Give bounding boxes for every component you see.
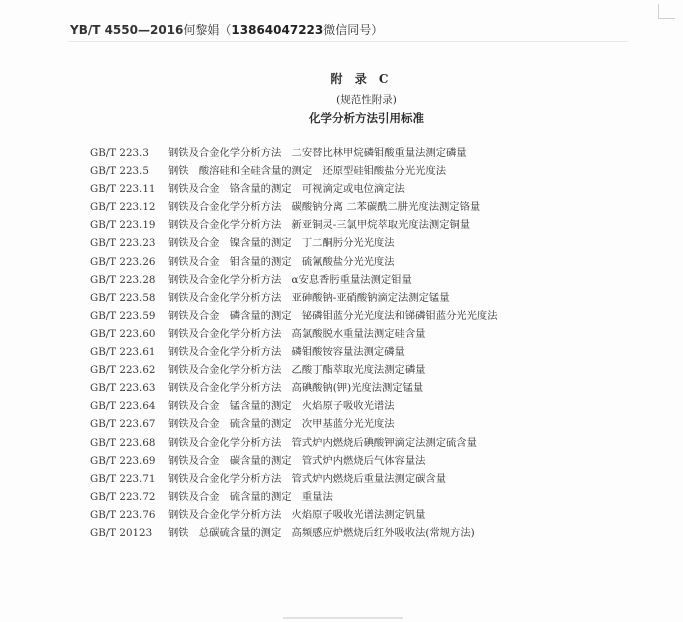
reference-title: 钢铁及合金 铬含量的测定 可视滴定或电位滴定法 [168,183,405,196]
page-corner-mark [658,4,675,19]
reference-title: 钢铁及合金 镍含量的测定 丁二酮肟分光光度法 [168,237,395,250]
reference-code: GB/T 223.12 [90,201,156,214]
reference-title: 钢铁及合金化学分析方法 管式炉内燃烧后碘酸钾滴定法测定硫含量 [168,436,477,449]
page-header [70,21,383,38]
reference-title: 钢铁及合金化学分析方法 二安替比林甲烷磷钼酸重量法测定磷量 [168,147,467,159]
appendix-title: 附 录 C [330,72,393,86]
reference-code: GB/T 223.68 [90,436,156,449]
reference-code: GB/T 223.63 [90,382,156,395]
reference-title: 钢铁 酸溶硅和全硅含量的测定 还原型硅钼酸盐分光光度法 [168,165,447,178]
reference-item [90,144,498,162]
reference-code: GB/T 223.71 [90,472,156,485]
reference-title: 钢铁及合金化学分析方法 亚砷酸钠-亚硝酸钠滴定法测定锰量 [168,291,450,304]
reference-code: GB/T 223.62 [90,364,156,377]
reference-item [90,162,498,180]
contact-phone: 13864047223 [231,23,324,37]
reference-title: 钢铁及合金化学分析方法 乙酸丁酯萃取光度法测定磷量 [168,364,426,377]
reference-item [90,253,498,271]
reference-item [90,325,498,343]
reference-code: GB/T 223.59 [90,309,156,322]
reference-title: 钢铁及合金 磷含量的测定 铋磷钼蓝分光光度法和锑磷钼蓝分光光度法 [168,309,498,322]
reference-item [90,180,498,198]
reference-code: GB/T 223.11 [90,183,156,196]
standard-number: YB/T 4550—2016 [70,23,184,37]
reference-code: GB/T 223.3 [90,147,149,159]
reference-code: GB/T 223.60 [90,327,156,340]
reference-item [90,343,498,361]
header-note-suffix: 微信同号） [323,23,384,37]
reference-item [90,415,498,433]
reference-code: GB/T 20123 [90,526,153,539]
reference-code: GB/T 223.23 [90,237,156,250]
reference-code: GB/T 223.26 [90,255,156,268]
reference-title: 钢铁及合金化学分析方法 磷钼酸铵容量法测定磷量 [168,346,405,359]
reference-item [90,271,498,289]
reference-title: 钢铁及合金化学分析方法 火焰原子吸收光谱法测定钒量 [168,508,426,521]
reference-title: 钢铁及合金化学分析方法 α安息香肟重量法测定钼量 [168,273,412,286]
reference-item [90,361,498,379]
reference-title: 钢铁及合金化学分析方法 管式炉内燃烧后重量法测定碳含量 [168,472,447,485]
reference-item [90,506,498,524]
reference-list [90,144,498,542]
reference-code: GB/T 223.67 [90,418,156,431]
reference-title: 钢铁及合金 碳含量的测定 管式炉内燃烧后气体容量法 [168,454,426,467]
reference-code: GB/T 223.19 [90,219,156,232]
appendix-heading: 化学分析方法引用标准 [309,111,424,125]
reference-code: GB/T 223.61 [90,346,156,359]
reference-code: GB/T 223.5 [90,165,149,178]
reference-item [90,198,498,216]
reference-item [90,379,498,397]
reference-title: 钢铁及合金化学分析方法 高碘酸钠(钾)光度法测定锰量 [168,382,424,395]
reference-title: 钢铁及合金 锰含量的测定 火焰原子吸收光谱法 [168,400,395,413]
reference-code: GB/T 223.28 [90,273,156,286]
reference-item [90,488,498,506]
reference-code: GB/T 223.76 [90,508,156,521]
reference-item [90,470,498,488]
header-note-prefix: 何黎娟（ [183,23,232,37]
reference-item [90,434,498,452]
reference-title: 钢铁及合金 硫含量的测定 重量法 [168,490,333,503]
reference-title: 钢铁及合金化学分析方法 高氯酸脱水重量法测定硅含量 [168,327,426,340]
reference-code: GB/T 223.58 [90,291,156,304]
reference-item [90,234,498,252]
reference-title: 钢铁及合金 钼含量的测定 硫氰酸盐分光光度法 [168,255,395,268]
reference-title: 钢铁及合金 硫含量的测定 次甲基蓝分光光度法 [168,418,395,431]
reference-code: GB/T 223.64 [90,400,156,413]
reference-title: 钢铁 总碳硫含量的测定 高频感应炉燃烧后红外吸收法(常规方法) [168,526,475,539]
appendix-note: (规范性附录) [336,94,397,106]
reference-code: GB/T 223.69 [90,454,156,467]
reference-title: 钢铁及合金化学分析方法 新亚铜灵-三氯甲烷萃取光度法测定铜量 [168,219,471,232]
reference-item [90,289,498,307]
reference-code: GB/T 223.72 [90,490,156,503]
header-divider [68,41,628,42]
reference-item [90,307,498,325]
reference-item [90,524,498,542]
reference-item [90,216,498,234]
reference-item [90,397,498,415]
reference-title: 钢铁及合金化学分析方法 碳酸钠分离 二苯碳酰二肼光度法测定铬量 [168,201,481,214]
reference-item [90,452,498,470]
footer-divider [283,617,403,619]
